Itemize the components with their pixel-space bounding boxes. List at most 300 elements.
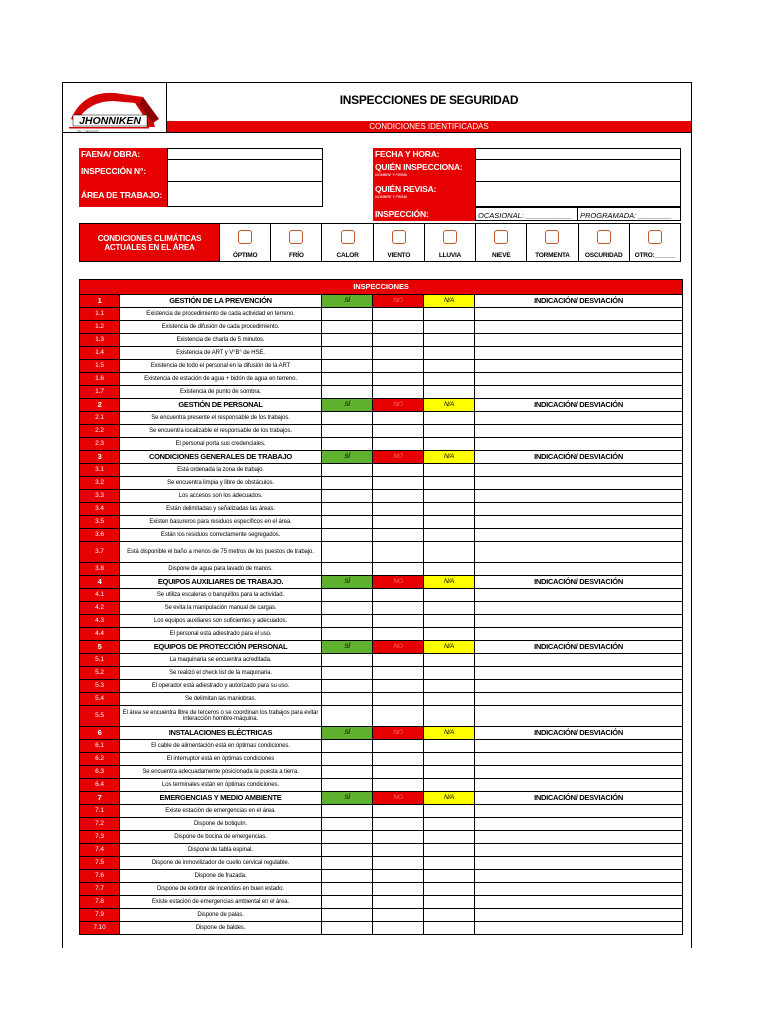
na-cell[interactable] — [424, 386, 475, 399]
indicacion-cell[interactable] — [475, 753, 683, 766]
item-number: 7.9 — [80, 909, 120, 922]
area-label: ÁREA DE TRABAJO: — [79, 182, 167, 207]
no-cell[interactable] — [373, 615, 424, 628]
table-row — [80, 347, 683, 360]
programada-text: PROGRAMADA: ________ — [580, 211, 672, 220]
si-cell[interactable] — [322, 412, 373, 425]
indicacion-cell[interactable] — [475, 706, 683, 727]
section-header-row — [80, 399, 683, 412]
si-cell[interactable] — [322, 870, 373, 883]
item-description: El operador está adiestrado y autorizado para su uso. — [120, 680, 322, 693]
no-cell[interactable] — [373, 360, 424, 373]
indicacion-cell[interactable] — [475, 766, 683, 779]
table-row — [80, 321, 683, 334]
no-cell[interactable] — [373, 490, 424, 503]
table-row — [80, 516, 683, 529]
table-row — [80, 654, 683, 667]
no-cell[interactable] — [373, 654, 424, 667]
na-cell[interactable] — [424, 870, 475, 883]
quien-inspecciona-field[interactable] — [475, 160, 681, 182]
table-row — [80, 438, 683, 451]
item-number: 4.3 — [80, 615, 120, 628]
table-row — [80, 412, 683, 425]
si-header: SÍ — [322, 641, 373, 654]
inspeccion-num-field[interactable] — [167, 160, 323, 182]
indicacion-cell[interactable] — [475, 615, 683, 628]
no-cell[interactable] — [373, 870, 424, 883]
item-description: Dispone de botiquín. — [120, 818, 322, 831]
na-cell[interactable] — [424, 464, 475, 477]
section-name: INSTALACIONES ELÉCTRICAS — [120, 727, 322, 740]
weather-option[interactable] — [475, 224, 526, 262]
no-cell[interactable] — [373, 529, 424, 542]
item-number: 2.1 — [80, 412, 120, 425]
table-row — [80, 542, 683, 563]
item-number: 1.7 — [80, 386, 120, 399]
no-cell[interactable] — [373, 857, 424, 870]
weather-option[interactable] — [424, 224, 475, 262]
indicacion-cell[interactable] — [475, 516, 683, 529]
fecha-field[interactable] — [475, 148, 681, 160]
table-row — [80, 425, 683, 438]
na-cell[interactable] — [424, 909, 475, 922]
si-cell[interactable] — [322, 831, 373, 844]
na-cell[interactable] — [424, 602, 475, 615]
no-cell[interactable] — [373, 589, 424, 602]
item-description: Se realizó el check list de la maquinaria. — [120, 667, 322, 680]
table-row — [80, 857, 683, 870]
indicacion-cell[interactable] — [475, 542, 683, 563]
no-cell[interactable] — [373, 308, 424, 321]
na-cell[interactable] — [424, 753, 475, 766]
item-number: 3.4 — [80, 503, 120, 516]
faena-field[interactable] — [167, 148, 323, 160]
table-row — [80, 360, 683, 373]
no-cell[interactable] — [373, 831, 424, 844]
si-cell[interactable] — [322, 779, 373, 792]
table-row — [80, 766, 683, 779]
na-cell[interactable] — [424, 805, 475, 818]
na-cell[interactable] — [424, 883, 475, 896]
no-cell[interactable] — [373, 922, 424, 935]
si-cell[interactable] — [322, 909, 373, 922]
na-cell[interactable] — [424, 542, 475, 563]
item-number: 1.3 — [80, 334, 120, 347]
item-description: Existencia de procedimiento de cada actividad en terreno. — [120, 308, 322, 321]
no-cell[interactable] — [373, 503, 424, 516]
weather-option-label: OTRO:______ — [634, 252, 676, 259]
table-title-row — [80, 280, 683, 295]
na-cell[interactable] — [424, 503, 475, 516]
no-cell[interactable] — [373, 516, 424, 529]
no-cell[interactable] — [373, 464, 424, 477]
item-number: 2.2 — [80, 425, 120, 438]
indicacion-cell[interactable] — [475, 909, 683, 922]
item-description: Dispone de inmovilizador de cuello cervical regulable. — [120, 857, 322, 870]
si-cell[interactable] — [322, 529, 373, 542]
no-cell[interactable] — [373, 909, 424, 922]
si-cell[interactable] — [322, 308, 373, 321]
nombre-firma-hint-2: NOMBRE Y FIRMA — [375, 194, 407, 199]
indicacion-cell[interactable] — [475, 464, 683, 477]
item-number: 6.4 — [80, 779, 120, 792]
si-cell[interactable] — [322, 386, 373, 399]
si-cell[interactable] — [322, 542, 373, 563]
quien-inspecciona-text: QUIÉN INSPECCIONA: — [375, 162, 463, 172]
indicacion-cell[interactable] — [475, 425, 683, 438]
item-description: Dispone de extintor de incendios en buen estado. — [120, 883, 322, 896]
na-cell[interactable] — [424, 844, 475, 857]
na-cell[interactable] — [424, 740, 475, 753]
si-cell[interactable] — [322, 360, 373, 373]
item-description: El personal está adiestrado para el uso. — [120, 628, 322, 641]
item-description: Se utiliza escaleras o banquillos para la actividad. — [120, 589, 322, 602]
weather-checkbox[interactable] — [289, 230, 303, 244]
na-cell[interactable] — [424, 334, 475, 347]
indicacion-cell[interactable] — [475, 680, 683, 693]
item-description: Los equipos auxiliares son suficientes y adecuados. — [120, 615, 322, 628]
si-header: SÍ — [322, 792, 373, 805]
si-cell[interactable] — [322, 706, 373, 727]
section-number: 7 — [80, 792, 120, 805]
weather-option-label: TORMENTA — [535, 252, 570, 259]
table-row — [80, 844, 683, 857]
na-cell[interactable] — [424, 412, 475, 425]
item-number: 7.4 — [80, 844, 120, 857]
si-cell[interactable] — [322, 753, 373, 766]
si-cell[interactable] — [322, 490, 373, 503]
item-description: Dispone de frazada. — [120, 870, 322, 883]
no-cell[interactable] — [373, 602, 424, 615]
no-cell[interactable] — [373, 680, 424, 693]
document-subtitle: CONDICIONES IDENTIFICADAS — [167, 121, 691, 132]
indicacion-cell[interactable] — [475, 922, 683, 935]
item-description: Existe estación de emergencias en el área. — [120, 805, 322, 818]
item-description: Existencia de punto de sombra. — [120, 386, 322, 399]
weather-checkbox[interactable] — [443, 230, 457, 244]
table-row — [80, 870, 683, 883]
si-cell[interactable] — [322, 438, 373, 451]
no-cell[interactable] — [373, 425, 424, 438]
weather-checkbox[interactable] — [648, 230, 662, 244]
indicacion-cell[interactable] — [475, 667, 683, 680]
weather-checkbox[interactable] — [341, 230, 355, 244]
indicacion-cell[interactable] — [475, 360, 683, 373]
inspeccion-type-label: INSPECCIÓN: — [373, 207, 475, 221]
weather-checkbox[interactable] — [597, 230, 611, 244]
na-cell[interactable] — [424, 831, 475, 844]
na-cell[interactable] — [424, 779, 475, 792]
na-header: N/A — [424, 576, 475, 589]
si-cell[interactable] — [322, 464, 373, 477]
weather-option[interactable] — [578, 224, 629, 262]
form-header — [63, 83, 691, 133]
na-cell[interactable] — [424, 563, 475, 576]
na-cell[interactable] — [424, 628, 475, 641]
weather-option[interactable] — [373, 224, 424, 262]
indicacion-header: INDICACIÓN/ DESVIACIÓN — [475, 295, 683, 308]
na-cell[interactable] — [424, 490, 475, 503]
item-number: 4.2 — [80, 602, 120, 615]
section-name: EMERGENCIAS Y MEDIO AMBIENTE — [120, 792, 322, 805]
indicacion-cell[interactable] — [475, 870, 683, 883]
indicacion-cell[interactable] — [475, 628, 683, 641]
table-row — [80, 477, 683, 490]
indicacion-cell[interactable] — [475, 818, 683, 831]
na-cell[interactable] — [424, 360, 475, 373]
na-cell[interactable] — [424, 615, 475, 628]
si-cell[interactable] — [322, 883, 373, 896]
si-cell[interactable] — [322, 425, 373, 438]
na-cell[interactable] — [424, 425, 475, 438]
indicacion-header: INDICACIÓN/ DESVIACIÓN — [475, 576, 683, 589]
section-number: 5 — [80, 641, 120, 654]
si-cell[interactable] — [322, 896, 373, 909]
item-description: El interruptor está en óptimas condiciones — [120, 753, 322, 766]
no-header: NO — [373, 576, 424, 589]
na-cell[interactable] — [424, 857, 475, 870]
section-name: GESTIÓN DE LA PREVENCIÓN — [120, 295, 322, 308]
si-cell[interactable] — [322, 334, 373, 347]
si-cell[interactable] — [322, 693, 373, 706]
na-cell[interactable] — [424, 589, 475, 602]
indicacion-cell[interactable] — [475, 654, 683, 667]
na-header: N/A — [424, 295, 475, 308]
si-cell[interactable] — [322, 615, 373, 628]
na-header: N/A — [424, 727, 475, 740]
item-number: 3.5 — [80, 516, 120, 529]
item-description: El personal porta sus credenciales. — [120, 438, 322, 451]
no-cell[interactable] — [373, 386, 424, 399]
table-row — [80, 464, 683, 477]
weather-option-label: OSCURIDAD — [584, 252, 623, 259]
item-number: 7.1 — [80, 805, 120, 818]
table-row — [80, 563, 683, 576]
na-cell[interactable] — [424, 896, 475, 909]
item-number: 7.7 — [80, 883, 120, 896]
table-row — [80, 883, 683, 896]
item-description: Dispone de bocina de emergencias. — [120, 831, 322, 844]
na-cell[interactable] — [424, 818, 475, 831]
weather-option[interactable] — [270, 224, 321, 262]
indicacion-cell[interactable] — [475, 844, 683, 857]
item-number: 4.4 — [80, 628, 120, 641]
weather-checkbox[interactable] — [545, 230, 559, 244]
si-cell[interactable] — [322, 628, 373, 641]
inspection-sheet — [62, 82, 692, 948]
na-cell[interactable] — [424, 667, 475, 680]
no-cell[interactable] — [373, 412, 424, 425]
na-cell[interactable] — [424, 529, 475, 542]
weather-option-label: CALOR — [336, 252, 359, 259]
si-cell[interactable] — [322, 740, 373, 753]
na-cell[interactable] — [424, 308, 475, 321]
document-title: INSPECCIONES DE SEGURIDAD — [339, 93, 519, 107]
no-cell[interactable] — [373, 477, 424, 490]
na-cell[interactable] — [424, 680, 475, 693]
na-cell[interactable] — [424, 347, 475, 360]
area-field[interactable] — [167, 182, 323, 207]
si-cell[interactable] — [322, 922, 373, 935]
item-description: Se encuentra adecuadamente posicionada la puesta a tierra. — [120, 766, 322, 779]
item-description: Dispone de palas. — [120, 909, 322, 922]
indicacion-cell[interactable] — [475, 693, 683, 706]
item-number: 2.3 — [80, 438, 120, 451]
section-number: 2 — [80, 399, 120, 412]
indicacion-cell[interactable] — [475, 334, 683, 347]
si-cell[interactable] — [322, 373, 373, 386]
na-cell[interactable] — [424, 766, 475, 779]
si-cell[interactable] — [322, 818, 373, 831]
item-number: 7.3 — [80, 831, 120, 844]
item-number: 1.2 — [80, 321, 120, 334]
item-description: Dispone de baldes. — [120, 922, 322, 935]
item-description: Existencia de estación de agua + bidón de agua en terreno. — [120, 373, 322, 386]
na-cell[interactable] — [424, 922, 475, 935]
indicacion-cell[interactable] — [475, 779, 683, 792]
no-cell[interactable] — [373, 766, 424, 779]
na-cell[interactable] — [424, 693, 475, 706]
indicacion-cell[interactable] — [475, 857, 683, 870]
si-cell[interactable] — [322, 667, 373, 680]
item-number: 6.1 — [80, 740, 120, 753]
item-number: 3.7 — [80, 542, 120, 563]
svg-text:JHONNIKEN: JHONNIKEN — [79, 115, 141, 127]
weather-checkbox[interactable] — [392, 230, 406, 244]
no-cell[interactable] — [373, 779, 424, 792]
table-row — [80, 779, 683, 792]
indicacion-cell[interactable] — [475, 883, 683, 896]
no-cell[interactable] — [373, 321, 424, 334]
si-cell[interactable] — [322, 563, 373, 576]
indicacion-cell[interactable] — [475, 805, 683, 818]
weather-option[interactable] — [219, 224, 270, 262]
si-header: SÍ — [322, 295, 373, 308]
no-cell[interactable] — [373, 628, 424, 641]
si-cell[interactable] — [322, 805, 373, 818]
item-description: Se encuentra localizable el responsable de los trabajos. — [120, 425, 322, 438]
item-number: 6.3 — [80, 766, 120, 779]
no-cell[interactable] — [373, 753, 424, 766]
indicacion-cell[interactable] — [475, 373, 683, 386]
indicacion-cell[interactable] — [475, 477, 683, 490]
si-cell[interactable] — [322, 857, 373, 870]
no-cell[interactable] — [373, 883, 424, 896]
weather-option[interactable] — [321, 224, 372, 262]
no-cell[interactable] — [373, 706, 424, 727]
indicacion-cell[interactable] — [475, 831, 683, 844]
indicacion-cell[interactable] — [475, 503, 683, 516]
si-cell[interactable] — [322, 321, 373, 334]
weather-checkbox[interactable] — [238, 230, 252, 244]
weather-checkbox[interactable] — [494, 230, 508, 244]
section-name: GESTIÓN DE PERSONAL — [120, 399, 322, 412]
indicacion-cell[interactable] — [475, 589, 683, 602]
no-cell[interactable] — [373, 438, 424, 451]
na-header: N/A — [424, 792, 475, 805]
table-row — [80, 680, 683, 693]
weather-option[interactable] — [526, 224, 577, 262]
na-cell[interactable] — [424, 321, 475, 334]
indicacion-cell[interactable] — [475, 347, 683, 360]
weather-option[interactable] — [629, 224, 680, 262]
indicacion-cell[interactable] — [475, 438, 683, 451]
na-header: N/A — [424, 641, 475, 654]
indicacion-header: INDICACIÓN/ DESVIACIÓN — [475, 451, 683, 464]
item-number: 3.8 — [80, 563, 120, 576]
si-cell[interactable] — [322, 477, 373, 490]
no-cell[interactable] — [373, 896, 424, 909]
item-number: 5.3 — [80, 680, 120, 693]
programada-field[interactable] — [578, 207, 681, 221]
na-cell[interactable] — [424, 373, 475, 386]
no-cell[interactable] — [373, 542, 424, 563]
no-cell[interactable] — [373, 563, 424, 576]
no-cell[interactable] — [373, 740, 424, 753]
weather-option-label: VIENTO — [387, 252, 411, 259]
si-cell[interactable] — [322, 589, 373, 602]
si-cell[interactable] — [322, 347, 373, 360]
indicacion-cell[interactable] — [475, 386, 683, 399]
si-cell[interactable] — [322, 503, 373, 516]
no-cell[interactable] — [373, 667, 424, 680]
indicacion-cell[interactable] — [475, 602, 683, 615]
item-description: La maquinaria se encuentra acreditada. — [120, 654, 322, 667]
nombre-firma-hint: NOMBRE Y FIRMA — [375, 172, 407, 177]
indicacion-cell[interactable] — [475, 529, 683, 542]
weather-option-label: NIEVE — [491, 252, 511, 259]
indicacion-cell[interactable] — [475, 490, 683, 503]
weather-option-label: FRÍO — [288, 252, 304, 259]
si-cell[interactable] — [322, 844, 373, 857]
item-description: El área se encuentra libre de terceros o se coordinan los trabajos para evitar interacción hombre-máquina. — [120, 706, 322, 727]
na-cell[interactable] — [424, 654, 475, 667]
si-cell[interactable] — [322, 680, 373, 693]
si-cell[interactable] — [322, 766, 373, 779]
indicacion-cell[interactable] — [475, 308, 683, 321]
indicacion-cell[interactable] — [475, 896, 683, 909]
na-cell[interactable] — [424, 706, 475, 727]
item-number: 3.3 — [80, 490, 120, 503]
si-header: SÍ — [322, 451, 373, 464]
quien-revisa-text: QUIÉN REVISA: — [375, 184, 437, 194]
table-row — [80, 373, 683, 386]
no-cell[interactable] — [373, 334, 424, 347]
no-cell[interactable] — [373, 844, 424, 857]
si-cell[interactable] — [322, 516, 373, 529]
indicacion-cell[interactable] — [475, 321, 683, 334]
indicacion-cell[interactable] — [475, 412, 683, 425]
no-cell[interactable] — [373, 373, 424, 386]
table-row — [80, 693, 683, 706]
table-title: INSPECCIONES — [80, 280, 683, 295]
si-cell[interactable] — [322, 654, 373, 667]
ocasional-field[interactable] — [475, 207, 578, 221]
na-cell[interactable] — [424, 477, 475, 490]
si-cell[interactable] — [322, 602, 373, 615]
quien-revisa-field[interactable] — [475, 182, 681, 207]
section-name: EQUIPOS AUXILIARES DE TRABAJO. — [120, 576, 322, 589]
indicacion-cell[interactable] — [475, 563, 683, 576]
no-cell[interactable] — [373, 805, 424, 818]
na-cell[interactable] — [424, 516, 475, 529]
indicacion-cell[interactable] — [475, 740, 683, 753]
no-cell[interactable] — [373, 693, 424, 706]
no-cell[interactable] — [373, 347, 424, 360]
ocasional-text: OCASIONAL: ___________ — [478, 211, 572, 220]
no-cell[interactable] — [373, 818, 424, 831]
na-cell[interactable] — [424, 438, 475, 451]
